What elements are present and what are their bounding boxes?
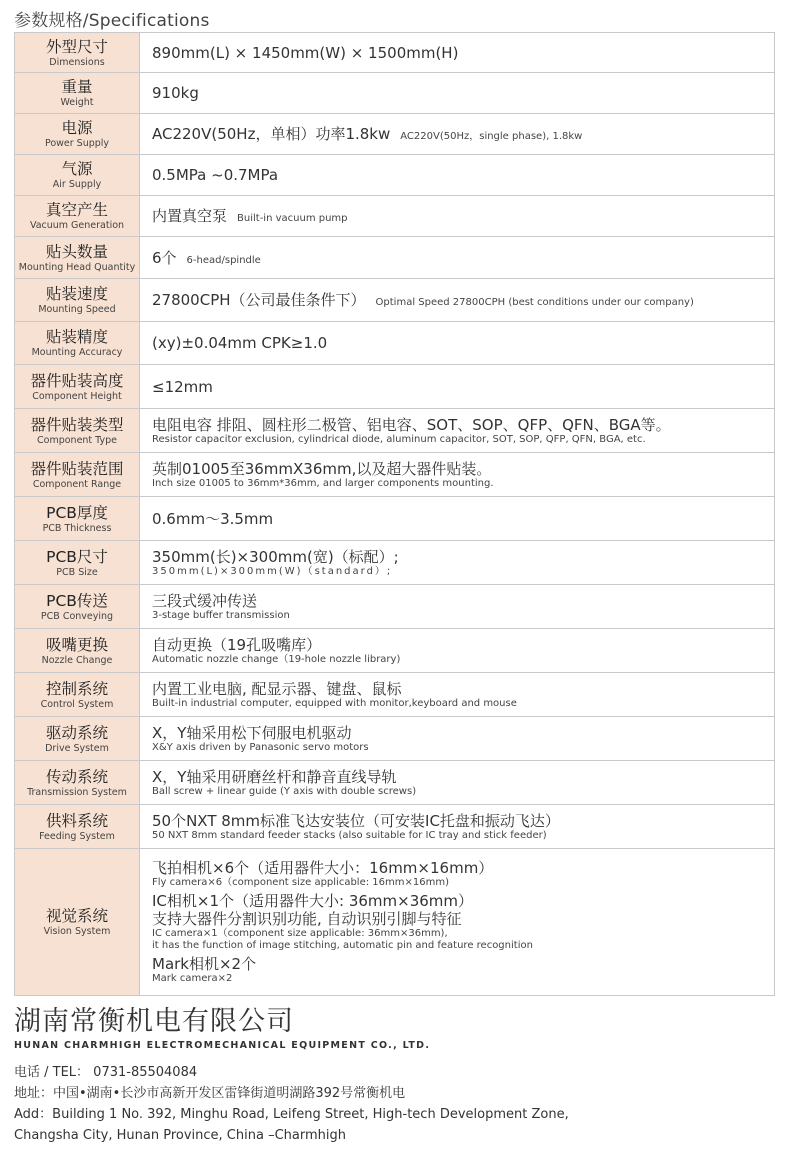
- row-value: [140, 761, 775, 805]
- value-english: Built-in vacuum pump: [237, 213, 348, 224]
- value-english: Automatic nozzle change（19-hole nozzle library): [152, 653, 401, 665]
- value-main: X，Y轴采用松下伺服电机驱动: [152, 723, 352, 742]
- table-row: [15, 196, 775, 237]
- row-value: [140, 717, 775, 761]
- row-label: [15, 805, 140, 849]
- label-cn: 器件贴装高度: [30, 371, 124, 390]
- row-value: [140, 673, 775, 717]
- company-name-en: HUNAN CHARMHIGH ELECTROMECHANICAL EQUIPMENT CO., LTD.: [14, 1040, 431, 1051]
- label-cn: 器件贴装范围: [30, 459, 124, 478]
- value-main: 910kg: [152, 84, 199, 102]
- value-main: 三段式缓冲传送: [152, 591, 258, 610]
- table-row: [15, 279, 775, 322]
- company-name-cn: 湖南常衡机电有限公司: [14, 1006, 294, 1037]
- value-main: 27800CPH（公司最佳条件下）: [152, 291, 366, 309]
- value-english: AC220V(50Hz，single phase), 1.8kw: [400, 131, 583, 142]
- row-value: [140, 322, 775, 365]
- row-label: [15, 73, 140, 114]
- label-cn: PCB厚度: [46, 503, 108, 522]
- value-main: 0.6mm～3.5mm: [152, 509, 274, 528]
- label-en: Control System: [40, 698, 114, 710]
- company-block: [14, 1005, 430, 1053]
- row-value: [140, 155, 775, 196]
- label-cn: 电源: [61, 119, 93, 137]
- label-en: PCB Thickness: [42, 522, 112, 534]
- label-cn: 吸嘴更换: [45, 635, 108, 654]
- label-en: Nozzle Change: [41, 654, 113, 666]
- label-en: Component Range: [32, 478, 122, 490]
- vision-mark-camera: Mark相机×2个: [152, 955, 257, 973]
- label-cn: PCB传送: [46, 591, 108, 610]
- label-en: Transmission System: [27, 786, 127, 798]
- label-cn: 器件贴装类型: [30, 415, 124, 434]
- row-value: [140, 541, 775, 585]
- table-row: [15, 849, 775, 996]
- row-label: [15, 585, 140, 629]
- page-heading: 参数规格/Specifications: [14, 11, 210, 31]
- table-row: [15, 114, 775, 155]
- row-label: [15, 322, 140, 365]
- row-label: [15, 541, 140, 585]
- row-label: [15, 673, 140, 717]
- row-value: [140, 497, 775, 541]
- value-english: 6-head/spindle: [186, 254, 261, 266]
- label-en: Feeding System: [39, 830, 115, 842]
- label-cn: 贴头数量: [45, 242, 108, 261]
- address-en-line-2: Changsha City, Hunan Province, China –Charmhigh: [14, 1128, 346, 1143]
- label-en: Vacuum Generation: [29, 220, 125, 231]
- value-main: 电阻电容 排阻、圆柱形二极管、铝电容、SOT、SOP、QFP、QFN、BGA等。: [152, 415, 671, 434]
- label-en: Power Supply: [44, 138, 110, 149]
- row-value: [140, 279, 775, 322]
- value-english: 350mm(L)×300mm(W)（standard）;: [152, 565, 393, 577]
- value-main: 890mm(L) × 1450mm(W) × 1500mm(H): [152, 43, 459, 62]
- label-cn: 贴装精度: [45, 328, 108, 346]
- row-value: [140, 196, 775, 237]
- vision-large-component: 支持大器件分割识别功能, 自动识别引脚与特征: [152, 910, 462, 928]
- vision-mark-camera-en: Mark camera×2: [152, 973, 233, 984]
- row-value: [140, 585, 775, 629]
- table-row: [15, 155, 775, 196]
- row-label: [15, 717, 140, 761]
- label-en: PCB Size: [56, 566, 98, 578]
- table-row: [15, 237, 775, 279]
- row-value: [140, 409, 775, 453]
- telephone: 电话 / TEL： 0731-85504084: [14, 1065, 198, 1080]
- row-label: [15, 761, 140, 805]
- table-row: [15, 322, 775, 365]
- table-row: [15, 541, 775, 585]
- value-english: Built-in industrial computer, equipped with monitor,keyboard and mouse: [152, 697, 517, 709]
- row-value: [140, 33, 775, 73]
- label-cn: 驱动系统: [45, 723, 108, 742]
- value-english: Ball screw + linear guide (Y axis with double screws): [152, 785, 417, 797]
- label-cn: 真空产生: [45, 201, 108, 219]
- value-main: (xy)±0.04mm CPK≥1.0: [152, 334, 328, 352]
- contact-info: [14, 1062, 569, 1146]
- row-value: [140, 849, 775, 996]
- row-label: [15, 365, 140, 409]
- table-row: [15, 805, 775, 849]
- row-value: [140, 629, 775, 673]
- row-label: [15, 279, 140, 322]
- row-label: [15, 114, 140, 155]
- row-value: [140, 365, 775, 409]
- label-en: PCB Conveying: [40, 610, 114, 622]
- label-en: Drive System: [45, 742, 109, 754]
- row-value: [140, 73, 775, 114]
- row-label: [15, 237, 140, 279]
- value-main: 内置真空泵: [152, 207, 228, 225]
- row-label: [15, 849, 140, 996]
- label-cn: 视觉系统: [45, 907, 108, 925]
- table-row: [15, 585, 775, 629]
- value-english: 3-stage buffer transmission: [152, 609, 290, 621]
- label-cn: 贴装速度: [45, 285, 108, 303]
- table-row: [15, 453, 775, 497]
- vision-ic-camera-en: IC camera×1（component size applicable: 36mm×36mm),: [152, 928, 448, 939]
- table-row: [15, 409, 775, 453]
- value-main: 50个NXT 8mm标准飞达安装位（可安装IC托盘和振动飞达）: [152, 811, 560, 830]
- table-row: [15, 673, 775, 717]
- row-label: [15, 453, 140, 497]
- label-en: Dimensions: [49, 56, 105, 68]
- label-en: Mounting Head Quantity: [18, 261, 136, 273]
- value-english: Optimal Speed 27800CPH (best conditions under our company): [375, 297, 694, 308]
- table-row: [15, 365, 775, 409]
- value-main: 0.5MPa ~0.7MPa: [152, 166, 279, 184]
- vision-large-component-en: it has the function of image stitching, automatic pin and feature recognition: [152, 940, 533, 951]
- label-cn: 气源: [61, 160, 93, 178]
- value-main: 英制01005至36mmX36mm,以及超大器件贴装。: [152, 459, 492, 478]
- row-label: [15, 629, 140, 673]
- label-en: Weight: [60, 97, 94, 108]
- label-en: Mounting Accuracy: [31, 347, 123, 358]
- specifications-table: [14, 32, 775, 996]
- table-row: [15, 497, 775, 541]
- row-label: [15, 409, 140, 453]
- table-row: [15, 73, 775, 114]
- value-english: 50 NXT 8mm standard feeder stacks (also suitable for IC tray and stick feeder): [152, 829, 547, 841]
- value-main: X，Y轴采用研磨丝杆和静音直线导轨: [152, 767, 397, 786]
- table-row: [15, 761, 775, 805]
- label-cn: 外型尺寸: [45, 37, 108, 56]
- label-en: Mounting Speed: [38, 304, 116, 315]
- row-label: [15, 33, 140, 73]
- row-value: [140, 453, 775, 497]
- table-row: [15, 629, 775, 673]
- address-en-line-1: Add：Building 1 No. 392, Minghu Road, Leifeng Street, High-tech Development Zone,: [14, 1107, 569, 1122]
- label-cn: PCB尺寸: [46, 547, 108, 566]
- label-en: Component Height: [32, 390, 122, 402]
- table-row: [15, 33, 775, 73]
- value-main: ≤12mm: [152, 377, 213, 396]
- value-main: AC220V(50Hz，单相）功率1.8kw: [152, 125, 391, 143]
- value-main: 内置工业电脑, 配显示器、键盘、鼠标: [152, 679, 402, 698]
- value-main: 6个: [152, 248, 177, 267]
- vision-fly-camera-en: Fly camera×6（component size applicable: 16mm×16mm): [152, 877, 449, 888]
- row-value: [140, 237, 775, 279]
- vision-fly-camera: 飞拍相机×6个（适用器件大小：16mm×16mm）: [152, 859, 494, 877]
- row-label: [15, 196, 140, 237]
- row-label: [15, 497, 140, 541]
- address-cn: 地址：中国•湖南•长沙市高新开发区雷锋街道明湖路392号常衡机电: [14, 1086, 406, 1101]
- label-cn: 传动系统: [45, 767, 108, 786]
- vision-ic-camera: IC相机×1个（适用器件大小: 36mm×36mm）: [152, 892, 474, 910]
- value-main: 自动更换（19孔吸嘴库）: [152, 635, 322, 654]
- value-english: Inch size 01005 to 36mm*36mm, and larger components mounting.: [152, 477, 494, 489]
- row-value: [140, 805, 775, 849]
- row-label: [15, 155, 140, 196]
- value-english: Resistor capacitor exclusion, cylindrical diode, aluminum capacitor, SOT, SOP, QFP, QFN, BGA, etc.: [152, 433, 646, 445]
- label-cn: 重量: [61, 78, 93, 96]
- label-en: Vision System: [43, 926, 111, 937]
- label-en: Air Supply: [52, 179, 102, 190]
- table-row: [15, 717, 775, 761]
- value-main: 350mm(长)×300mm(宽)（标配）;: [152, 547, 399, 566]
- row-value: [140, 114, 775, 155]
- label-cn: 供料系统: [45, 811, 108, 830]
- label-en: Component Type: [37, 434, 117, 446]
- value-english: X&Y axis driven by Panasonic servo motors: [152, 741, 369, 753]
- label-cn: 控制系统: [45, 679, 108, 698]
